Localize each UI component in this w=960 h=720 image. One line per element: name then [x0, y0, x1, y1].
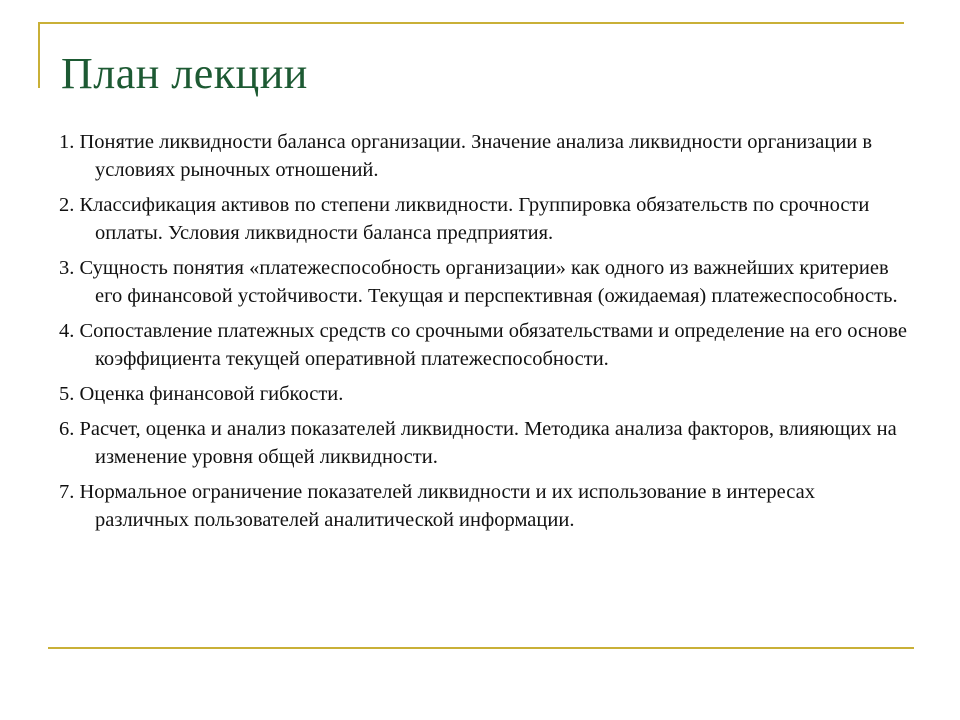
top-rule: [38, 22, 904, 24]
bottom-rule: [48, 647, 914, 649]
list-item: 1. Понятие ликвидности баланса организации. Значение анализа ликвидности организации в условиях рыночных отношений.: [59, 131, 873, 181]
list-item: 6. Расчет, оценка и анализ показателей ликвидности. Методика анализа факторов, влияющих на изменение уровня общей ликвидности.: [59, 418, 897, 468]
list-item: 7. Нормальное ограничение показателей ликвидности и их использование в интересах различных пользователей аналитической информации.: [59, 481, 815, 531]
left-rule: [38, 22, 40, 88]
list-item: 5. Оценка финансовой гибкости.: [59, 383, 344, 405]
slide-title: План лекции: [61, 49, 308, 98]
list-item: 3. Сущность понятия «платежеспособность организации» как одного из важнейших критериев его финансовой устойчивости. Текущая и перспективная (ожидаемая) платежеспособность.: [59, 257, 898, 307]
list-item: 2. Классификация активов по степени ликвидности. Группировка обязательств по срочности оплаты. Условия ликвидности баланса предприятия.: [59, 194, 870, 244]
list-item: 4. Сопоставление платежных средств со срочными обязательствами и определение на его основе коэффициента текущей оперативной платежеспособности.: [59, 320, 907, 370]
lecture-plan-list: [59, 128, 909, 541]
